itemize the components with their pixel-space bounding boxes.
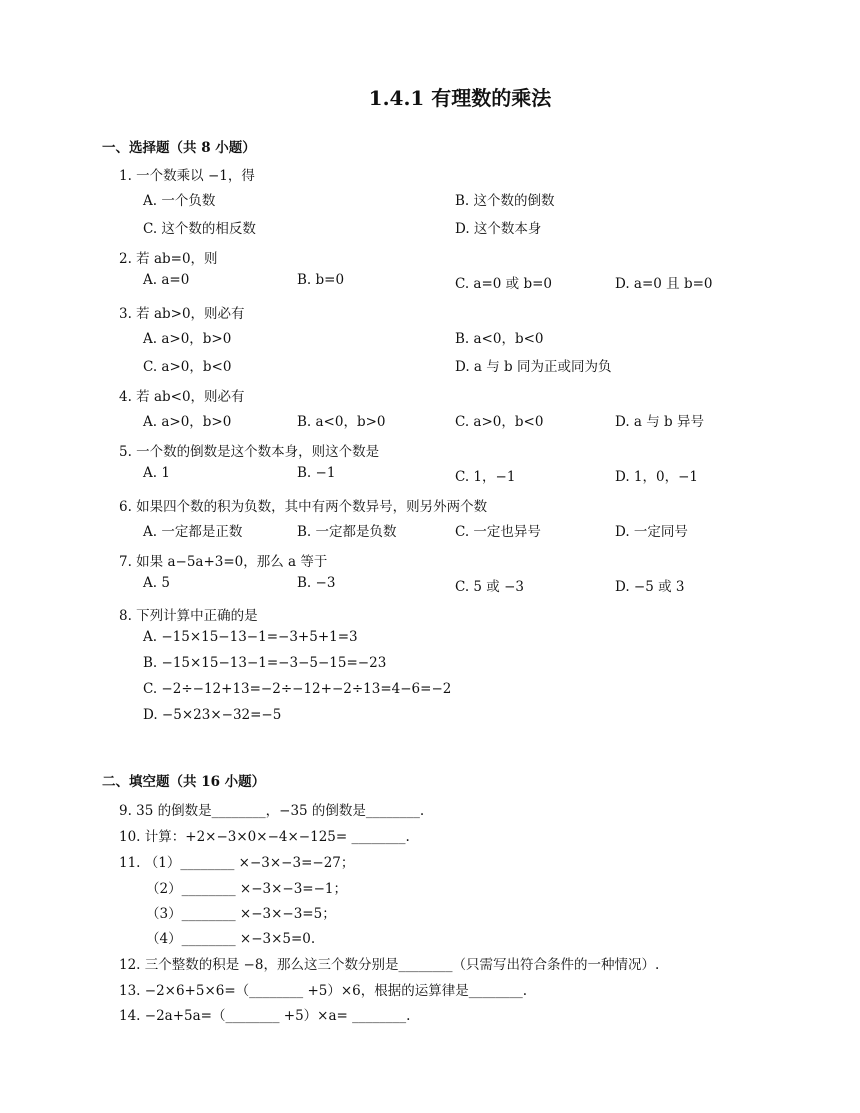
- option-d: D. −5×23×−32=−5: [143, 707, 282, 723]
- option-b: B. 一定都是负数: [297, 524, 397, 540]
- option-c: C. a=0 或 b=0: [455, 276, 553, 292]
- option-c: C. a>0，b<0: [143, 359, 232, 375]
- option-a: A. a=0: [143, 272, 190, 288]
- option-a: A. a>0，b>0: [143, 414, 232, 430]
- question-stem: 8. 下列计算中正确的是: [119, 608, 258, 624]
- option-c: C. 一定也异号: [455, 524, 541, 540]
- fill-question: 14. −2a+5a=（________ +5）×a= ________.: [119, 1008, 411, 1024]
- option-a: A. 一定都是正数: [143, 524, 243, 540]
- option-d: D. 这个数本身: [455, 221, 542, 237]
- option-b: B. a<0，b>0: [297, 414, 386, 430]
- option-b: B. −3: [297, 575, 336, 591]
- option-c: C. 这个数的相反数: [143, 221, 256, 237]
- option-c: C. 1，−1: [455, 469, 516, 485]
- section-heading-fill: 二、填空题（共 16 小题）: [102, 774, 266, 790]
- option-a: A. 一个负数: [143, 193, 216, 209]
- question-stem: 1. 一个数乘以 −1，得: [119, 168, 255, 184]
- option-d: D. 1，0，−1: [615, 469, 699, 485]
- fill-question: 12. 三个整数的积是 −8，那么这三个数分别是________（只需写出符合条件的一种情况）.: [119, 957, 660, 973]
- section-heading-choice: 一、选择题（共 8 小题）: [102, 140, 256, 156]
- fill-question: 9. 35 的倒数是________，−35 的倒数是________.: [119, 803, 425, 819]
- question-stem: 3. 若 ab>0，则必有: [119, 306, 245, 322]
- option-c: C. 5 或 −3: [455, 579, 525, 595]
- option-a: A. a>0，b>0: [143, 331, 232, 347]
- option-b: B. a<0，b<0: [455, 331, 544, 347]
- question-stem: 5. 一个数的倒数是这个数本身，则这个数是: [119, 444, 380, 460]
- fill-question: 10. 计算：+2×−3×0×−4×−125= ________.: [119, 829, 410, 845]
- option-d: D. −5 或 3: [615, 579, 685, 595]
- option-a: A. 1: [143, 465, 170, 481]
- option-d: D. a=0 且 b=0: [615, 276, 713, 292]
- question-stem: 6. 如果四个数的积为负数，其中有两个数异号，则另外两个数: [119, 499, 488, 515]
- fill-subquestion: （4）________ ×−3×5=0.: [146, 931, 316, 947]
- option-b: B. 这个数的倒数: [455, 193, 555, 209]
- question-stem: 4. 若 ab<0，则必有: [119, 389, 245, 405]
- option-d: D. a 与 b 异号: [615, 414, 704, 430]
- fill-subquestion: （2）________ ×−3×−3=−1；: [146, 881, 348, 897]
- option-b: B. −15×15−13−1=−3−5−15=−23: [143, 655, 387, 671]
- question-stem: 2. 若 ab=0，则: [119, 251, 218, 267]
- option-d: D. a 与 b 同为正或同为负: [455, 359, 612, 375]
- option-c: C. −2÷−12+13=−2÷−12+−2÷13=4−6=−2: [143, 681, 452, 697]
- page-title: 1.4.1 有理数的乘法: [368, 86, 552, 110]
- fill-subquestion: （3）________ ×−3×−3=5；: [146, 906, 336, 922]
- option-b: B. b=0: [297, 272, 345, 288]
- option-b: B. −1: [297, 465, 336, 481]
- option-a: A. −15×15−13−1=−3+5+1=3: [143, 629, 358, 645]
- option-c: C. a>0，b<0: [455, 414, 544, 430]
- fill-question: 11. （1）________ ×−3×−3=−27；: [119, 855, 355, 871]
- option-d: D. 一定同号: [615, 524, 688, 540]
- option-a: A. 5: [143, 575, 170, 591]
- question-stem: 7. 如果 a−5a+3=0，那么 a 等于: [119, 554, 328, 570]
- fill-question: 13. −2×6+5×6=（________ +5）×6，根据的运算律是________.: [119, 983, 528, 999]
